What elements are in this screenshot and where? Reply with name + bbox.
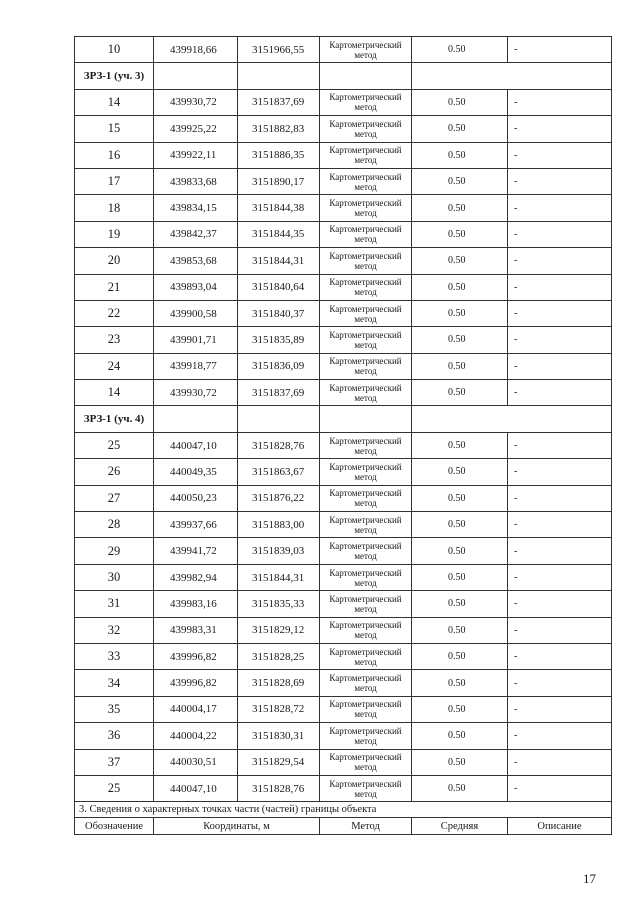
section-name: ЗРЗ-1 (уч. 3): [75, 63, 154, 89]
table-row: [75, 696, 612, 722]
coord-x: 439922,11: [154, 142, 238, 168]
coord-y: 3151828,25: [238, 643, 320, 669]
description: -: [508, 248, 612, 274]
accuracy: 0.50: [412, 643, 508, 669]
table-row: [75, 432, 612, 458]
description: -: [508, 432, 612, 458]
point-number: 28: [75, 512, 154, 538]
table-row: [75, 89, 612, 115]
coord-y: 3151828,69: [238, 670, 320, 696]
section-caption-row: [75, 802, 612, 818]
coord-y: 3151840,37: [238, 300, 320, 326]
coord-y: 3151829,54: [238, 749, 320, 775]
accuracy: 0.50: [412, 142, 508, 168]
accuracy: 0.50: [412, 168, 508, 194]
coord-x: 439930,72: [154, 380, 238, 406]
method: Картометрический метод: [320, 591, 412, 617]
method: Картометрический метод: [320, 248, 412, 274]
description: -: [508, 643, 612, 669]
coord-x: 439996,82: [154, 643, 238, 669]
description: -: [508, 274, 612, 300]
coord-y: 3151886,35: [238, 142, 320, 168]
description: -: [508, 168, 612, 194]
header-description: Описание: [508, 818, 612, 835]
coord-y: 3151837,69: [238, 89, 320, 115]
method: Картометрический метод: [320, 353, 412, 379]
accuracy: 0.50: [412, 380, 508, 406]
coord-x: 439853,68: [154, 248, 238, 274]
point-number: 35: [75, 696, 154, 722]
coord-y: 3151966,55: [238, 37, 320, 63]
section-header-row: [75, 406, 612, 432]
accuracy: 0.50: [412, 670, 508, 696]
coord-y: 3151882,83: [238, 116, 320, 142]
accuracy: 0.50: [412, 432, 508, 458]
header-designation: Обозначение: [75, 818, 154, 835]
accuracy: 0.50: [412, 300, 508, 326]
point-number: 25: [75, 432, 154, 458]
table-row: [75, 142, 612, 168]
coord-x: 440050,23: [154, 485, 238, 511]
point-number: 25: [75, 775, 154, 801]
point-number: 21: [75, 274, 154, 300]
coord-x: 439983,31: [154, 617, 238, 643]
method: Картометрический метод: [320, 432, 412, 458]
description: -: [508, 749, 612, 775]
column-header-row: [75, 818, 612, 835]
description: -: [508, 221, 612, 247]
coord-x: 439893,04: [154, 274, 238, 300]
coordinates-table: [74, 36, 612, 835]
accuracy: 0.50: [412, 327, 508, 353]
description: -: [508, 512, 612, 538]
coord-x: 440047,10: [154, 775, 238, 801]
description: -: [508, 564, 612, 590]
description: -: [508, 380, 612, 406]
method: Картометрический метод: [320, 643, 412, 669]
description: -: [508, 195, 612, 221]
method: Картометрический метод: [320, 168, 412, 194]
accuracy: 0.50: [412, 591, 508, 617]
coord-x: 439900,58: [154, 300, 238, 326]
description: -: [508, 538, 612, 564]
header-method: Метод: [320, 818, 412, 835]
accuracy: 0.50: [412, 195, 508, 221]
coord-y: 3151835,33: [238, 591, 320, 617]
method: Картометрический метод: [320, 116, 412, 142]
point-number: 17: [75, 168, 154, 194]
point-number: 22: [75, 300, 154, 326]
coord-x: 440049,35: [154, 459, 238, 485]
table-row: [75, 300, 612, 326]
accuracy: 0.50: [412, 353, 508, 379]
table-row: [75, 168, 612, 194]
coord-y: 3151829,12: [238, 617, 320, 643]
point-number: 19: [75, 221, 154, 247]
method: Картометрический метод: [320, 195, 412, 221]
coord-x: 439833,68: [154, 168, 238, 194]
accuracy: 0.50: [412, 485, 508, 511]
table-row: [75, 353, 612, 379]
description: -: [508, 89, 612, 115]
accuracy: 0.50: [412, 116, 508, 142]
coord-x: 439941,72: [154, 538, 238, 564]
coord-y: 3151828,76: [238, 775, 320, 801]
description: -: [508, 116, 612, 142]
table-row: [75, 195, 612, 221]
description: -: [508, 327, 612, 353]
method: Картометрический метод: [320, 380, 412, 406]
coord-x: 439834,15: [154, 195, 238, 221]
description: -: [508, 37, 612, 63]
coord-y: 3151828,72: [238, 696, 320, 722]
description: -: [508, 723, 612, 749]
coord-y: 3151835,89: [238, 327, 320, 353]
coord-x: 439982,94: [154, 564, 238, 590]
description: -: [508, 617, 612, 643]
coord-x: 439918,66: [154, 37, 238, 63]
accuracy: 0.50: [412, 37, 508, 63]
coord-y: 3151839,03: [238, 538, 320, 564]
method: Картометрический метод: [320, 538, 412, 564]
table-row: [75, 327, 612, 353]
point-number: 34: [75, 670, 154, 696]
coord-y: 3151863,67: [238, 459, 320, 485]
method: Картометрический метод: [320, 749, 412, 775]
description: -: [508, 775, 612, 801]
point-number: 10: [75, 37, 154, 63]
coord-y: 3151890,17: [238, 168, 320, 194]
coord-x: 439937,66: [154, 512, 238, 538]
table-row: [75, 564, 612, 590]
coord-y: 3151844,38: [238, 195, 320, 221]
method: Картометрический метод: [320, 300, 412, 326]
header-coordinates: Координаты, м: [154, 818, 320, 835]
point-number: 27: [75, 485, 154, 511]
coord-y: 3151844,31: [238, 248, 320, 274]
section-header-row: [75, 63, 612, 89]
coord-y: 3151836,09: [238, 353, 320, 379]
accuracy: 0.50: [412, 723, 508, 749]
table-row: [75, 538, 612, 564]
coord-y: 3151828,76: [238, 432, 320, 458]
table-row: [75, 643, 612, 669]
table-row: [75, 670, 612, 696]
coordinates-table-body: [75, 37, 612, 835]
description: -: [508, 459, 612, 485]
method: Картометрический метод: [320, 670, 412, 696]
description: -: [508, 591, 612, 617]
coord-x: 440004,17: [154, 696, 238, 722]
table-row: [75, 749, 612, 775]
method: Картометрический метод: [320, 274, 412, 300]
coord-y: 3151876,22: [238, 485, 320, 511]
coord-x: 439918,77: [154, 353, 238, 379]
description: -: [508, 142, 612, 168]
point-number: 33: [75, 643, 154, 669]
method: Картометрический метод: [320, 775, 412, 801]
table-row: [75, 459, 612, 485]
description: -: [508, 696, 612, 722]
method: Картометрический метод: [320, 221, 412, 247]
description: -: [508, 670, 612, 696]
table-row: [75, 221, 612, 247]
accuracy: 0.50: [412, 221, 508, 247]
accuracy: 0.50: [412, 274, 508, 300]
table-row: [75, 274, 612, 300]
header-mean: Средняя: [412, 818, 508, 835]
method: Картометрический метод: [320, 512, 412, 538]
method: Картометрический метод: [320, 696, 412, 722]
coord-y: 3151844,31: [238, 564, 320, 590]
method: Картометрический метод: [320, 564, 412, 590]
description: -: [508, 353, 612, 379]
description: -: [508, 300, 612, 326]
point-number: 14: [75, 380, 154, 406]
accuracy: 0.50: [412, 617, 508, 643]
accuracy: 0.50: [412, 749, 508, 775]
table-row: [75, 723, 612, 749]
point-number: 30: [75, 564, 154, 590]
page-number: 17: [583, 871, 596, 886]
section-caption: 3. Сведения о характерных точках части (частей) границы объекта: [75, 802, 612, 818]
coord-x: 439983,16: [154, 591, 238, 617]
method: Картометрический метод: [320, 723, 412, 749]
accuracy: 0.50: [412, 459, 508, 485]
point-number: 14: [75, 89, 154, 115]
point-number: 37: [75, 749, 154, 775]
coord-x: 439842,37: [154, 221, 238, 247]
accuracy: 0.50: [412, 248, 508, 274]
coord-y: 3151883,00: [238, 512, 320, 538]
point-number: 15: [75, 116, 154, 142]
method: Картометрический метод: [320, 459, 412, 485]
section-name: ЗРЗ-1 (уч. 4): [75, 406, 154, 432]
table-row: [75, 37, 612, 63]
accuracy: 0.50: [412, 775, 508, 801]
coord-x: 440030,51: [154, 749, 238, 775]
coord-x: 440004,22: [154, 723, 238, 749]
coord-y: 3151840,64: [238, 274, 320, 300]
coord-y: 3151844,35: [238, 221, 320, 247]
point-number: 29: [75, 538, 154, 564]
method: Картометрический метод: [320, 37, 412, 63]
point-number: 32: [75, 617, 154, 643]
point-number: 16: [75, 142, 154, 168]
table-row: [75, 591, 612, 617]
coord-x: 439930,72: [154, 89, 238, 115]
point-number: 36: [75, 723, 154, 749]
coord-y: 3151830,31: [238, 723, 320, 749]
method: Картометрический метод: [320, 485, 412, 511]
point-number: 24: [75, 353, 154, 379]
point-number: 20: [75, 248, 154, 274]
table-row: [75, 116, 612, 142]
method: Картометрический метод: [320, 89, 412, 115]
point-number: 18: [75, 195, 154, 221]
coord-x: 439996,82: [154, 670, 238, 696]
table-row: [75, 248, 612, 274]
table-row: [75, 380, 612, 406]
coord-y: 3151837,69: [238, 380, 320, 406]
description: -: [508, 485, 612, 511]
table-row: [75, 512, 612, 538]
coord-x: 439925,22: [154, 116, 238, 142]
accuracy: 0.50: [412, 512, 508, 538]
accuracy: 0.50: [412, 696, 508, 722]
point-number: 26: [75, 459, 154, 485]
accuracy: 0.50: [412, 564, 508, 590]
accuracy: 0.50: [412, 538, 508, 564]
method: Картометрический метод: [320, 142, 412, 168]
table-row: [75, 485, 612, 511]
table-row: [75, 617, 612, 643]
method: Картометрический метод: [320, 617, 412, 643]
method: Картометрический метод: [320, 327, 412, 353]
coord-x: 440047,10: [154, 432, 238, 458]
point-number: 31: [75, 591, 154, 617]
accuracy: 0.50: [412, 89, 508, 115]
point-number: 23: [75, 327, 154, 353]
coord-x: 439901,71: [154, 327, 238, 353]
table-row: [75, 775, 612, 801]
